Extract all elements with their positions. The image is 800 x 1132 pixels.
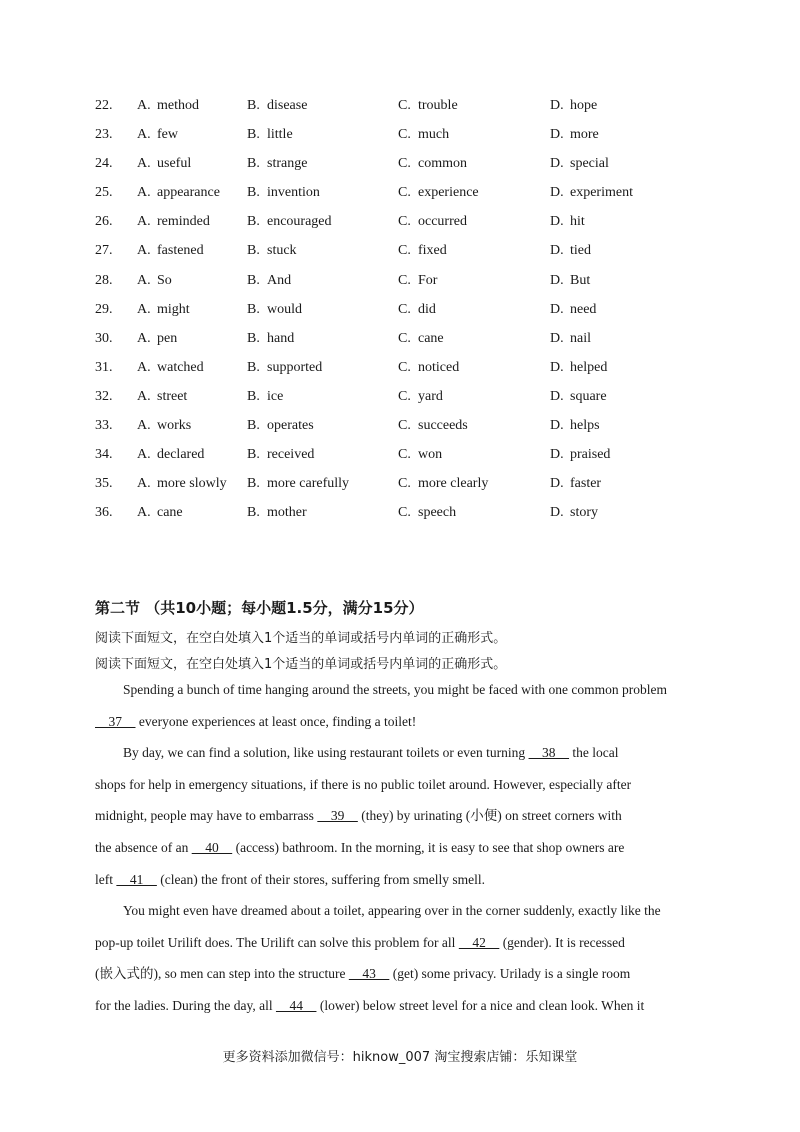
passage-line [95,901,715,933]
option-d[interactable] [550,445,610,465]
option-letter: C. [398,127,411,143]
question-number: 34. [95,447,113,463]
blank-43[interactable]: 43 [348,966,390,982]
option-d[interactable] [550,329,591,349]
option-text: hope [570,98,598,113]
question-number: 26. [95,214,113,230]
question-row [95,154,735,183]
option-letter: C. [398,476,411,492]
passage-line [95,964,715,996]
option-a[interactable] [137,125,178,145]
passage-text: shops for help in emergency situations, if there is no public toilet around. However, especially after [95,776,632,792]
option-a[interactable] [137,271,172,291]
option-letter: A. [137,388,151,404]
option-letter: D. [550,156,564,172]
option-letter: D. [550,185,564,201]
option-letter: B. [247,418,260,434]
option-text: might [157,301,190,317]
passage-line [95,743,715,775]
option-letter: A. [137,214,151,230]
option-text: helped [570,359,608,375]
passage-line [95,806,715,838]
option-letter: B. [247,243,260,259]
option-b[interactable] [247,212,332,232]
footer-note: 更多资料添加微信号：hiknow_007 淘宝搜索店铺：乐知课堂 [222,1050,578,1065]
passage-line [95,870,715,902]
instruction-line: 阅读下面短文，在空白处填入1个适当的单词或括号内单词的正确形式。 [95,657,507,672]
option-letter: B. [247,476,260,492]
passage-text: (clean) the front of their stores, suffering from smelly smell. [156,871,486,887]
option-a[interactable] [137,241,204,261]
option-d[interactable] [550,271,590,291]
option-text: stuck [267,243,297,259]
passage-text: left [95,871,117,887]
option-text: more clearly [418,476,489,492]
passage-line [95,838,715,870]
option-b[interactable] [247,300,302,320]
option-letter: D. [550,272,564,288]
option-text: occurred [418,214,467,230]
option-d[interactable] [550,474,601,494]
option-letter: C. [398,447,411,463]
option-letter: A. [137,243,151,259]
option-text: yard [418,388,443,404]
blank-42[interactable]: 42 [458,934,500,950]
passage-text: the absence of an [95,839,192,855]
option-text: method [157,98,199,113]
option-d[interactable] [550,125,599,145]
option-text: tied [570,243,591,259]
question-number: 35. [95,476,113,492]
option-text: watched [157,359,204,375]
option-text: noticed [418,359,460,375]
option-letter: C. [398,214,411,230]
option-b[interactable] [247,358,322,378]
passage-text: the local [569,745,619,761]
option-text: more [570,127,599,143]
question-row [95,271,735,300]
question-row [95,300,735,329]
option-text: pen [157,330,178,346]
option-letter: B. [247,127,260,143]
question-row [95,387,735,416]
option-letter: C. [398,243,411,259]
option-text: speech [418,505,457,521]
option-text: And [267,272,292,288]
option-text: praised [570,447,611,463]
option-letter: D. [550,243,564,259]
passage-text: (get) some privacy. Urilady is a single room [389,966,631,982]
option-d[interactable] [550,212,585,232]
option-letter: A. [137,98,151,113]
option-text: faster [570,476,602,492]
passage-text: midnight, people may have to embarrass [95,808,318,824]
option-text: special [570,156,609,172]
option-c[interactable] [398,300,436,320]
option-b[interactable] [247,154,307,174]
question-number: 27. [95,243,113,259]
option-a[interactable] [137,358,204,378]
option-b[interactable] [247,125,293,145]
option-c[interactable] [398,212,467,232]
instruction-line: 阅读下面短文，在空白处填入1个适当的单词或括号内单词的正确形式。 [95,631,507,646]
option-d[interactable] [550,416,600,436]
option-letter: D. [550,476,564,492]
question-row [95,183,735,212]
option-c[interactable] [398,445,442,465]
passage-line [95,933,715,965]
passage-line [95,712,715,744]
option-c[interactable] [398,183,479,203]
question-number: 28. [95,272,113,288]
option-c[interactable] [398,358,459,378]
option-letter: A. [137,418,151,434]
option-b[interactable] [247,241,297,261]
option-text: much [418,127,450,143]
passage-text: (gender). It is recessed [499,934,625,950]
option-letter: D. [550,447,564,463]
question-number: 33. [95,418,113,434]
option-text: hand [267,330,295,346]
option-a[interactable] [137,416,191,436]
option-a[interactable] [137,300,190,320]
option-text: street [157,388,188,404]
question-row [95,241,735,270]
passage [95,680,715,1028]
option-text: useful [157,156,192,172]
question-row [95,125,735,154]
option-a[interactable] [137,445,204,465]
option-a[interactable] [137,96,199,116]
passage-text: (access) bathroom. In the morning, it is easy to see that shop owners are [232,839,625,855]
option-text: square [570,388,607,404]
option-b[interactable] [247,445,314,465]
option-letter: D. [550,127,564,143]
option-c[interactable] [398,387,443,407]
question-number: 30. [95,330,113,346]
option-text: strange [267,156,308,172]
blank-41[interactable]: 41 [116,871,157,887]
option-letter: D. [550,418,564,434]
option-text: cane [157,505,183,521]
question-number: 32. [95,388,113,404]
option-letter: A. [137,359,151,375]
passage-text: (they) by urinating (小便) on street corners with [357,808,622,824]
option-b[interactable] [247,503,307,523]
option-letter: C. [398,418,411,434]
option-text: experiment [570,185,633,201]
option-letter: D. [550,388,564,404]
option-letter: A. [137,272,151,288]
option-letter: B. [247,505,260,521]
question-row [95,358,735,387]
option-a[interactable] [137,329,177,349]
option-a[interactable] [137,474,227,494]
option-text: few [157,127,178,143]
option-b[interactable] [247,96,307,116]
option-a[interactable] [137,387,187,407]
option-text: reminded [157,214,210,230]
option-text: little [267,127,293,143]
option-letter: C. [398,156,411,172]
option-letter: A. [137,447,151,463]
question-number: 24. [95,156,113,172]
question-number: 29. [95,301,113,317]
option-text: succeeds [418,418,468,434]
option-b[interactable] [247,329,294,349]
option-text: operates [267,418,314,434]
option-text: cane [418,330,444,346]
option-text: won [418,447,443,463]
option-text: works [157,418,192,434]
option-letter: B. [247,156,260,172]
option-d[interactable] [550,96,597,116]
option-letter: B. [247,330,260,346]
blank-37[interactable]: 37 [95,713,136,729]
option-letter: C. [398,301,411,317]
option-text: need [570,301,597,317]
option-letter: A. [137,185,151,201]
option-text: mother [267,505,307,521]
passage-text: Spending a bunch of time hanging around the streets, you might be faced with one common problem [123,682,668,697]
passage-text: for the ladies. During the day, all [95,997,276,1013]
option-text: ice [267,388,284,404]
question-row [95,503,735,532]
option-text: hit [570,214,585,230]
option-text: fastened [157,243,204,259]
option-letter: B. [247,185,260,201]
option-text: story [570,505,598,521]
option-letter: C. [398,330,411,346]
blank-40[interactable]: 40 [191,839,233,855]
options-table [95,96,735,532]
option-b[interactable] [247,416,314,436]
option-d[interactable] [550,300,596,320]
question-row [95,212,735,241]
option-d[interactable] [550,154,609,174]
passage-text: You might even have dreamed about a toilet, appearing over in the corner suddenly, exactly like the [123,903,661,919]
option-b[interactable] [247,271,291,291]
question-row [95,96,735,125]
passage-line [95,680,715,712]
passage-text: pop-up toilet Urilift does. The Urilift can solve this problem for all [95,934,459,950]
option-c[interactable] [398,154,467,174]
option-letter: D. [550,98,564,113]
option-a[interactable] [137,183,220,203]
option-text: encouraged [267,214,332,230]
passage-text: (lower) below street level for a nice and clean look. When it [316,997,645,1013]
option-text: would [267,301,302,317]
option-letter: C. [398,505,411,521]
option-letter: D. [550,301,564,317]
option-text: common [418,156,467,172]
option-letter: C. [398,388,411,404]
option-letter: B. [247,98,260,113]
option-a[interactable] [137,154,191,174]
option-text: disease [267,98,308,113]
option-text: nail [570,330,591,346]
question-number: 31. [95,359,113,375]
option-letter: A. [137,127,151,143]
option-text: declared [157,447,205,463]
option-letter: D. [550,359,564,375]
option-text: more slowly [157,476,227,492]
question-row [95,329,735,358]
option-letter: C. [398,98,411,113]
option-letter: A. [137,330,151,346]
passage-line [95,775,715,807]
option-text: more carefully [267,476,350,492]
option-letter: B. [247,447,260,463]
passage-line [95,996,715,1028]
blank-44[interactable]: 44 [275,997,317,1013]
option-b[interactable] [247,183,320,203]
option-letter: D. [550,214,564,230]
option-d[interactable] [550,241,591,261]
option-c[interactable] [398,474,488,494]
question-row [95,474,735,503]
option-letter: D. [550,330,564,346]
option-letter: A. [137,301,151,317]
option-d[interactable] [550,183,633,203]
option-letter: B. [247,301,260,317]
section-title: 第二节 （共10小题；每小题1.5分，满分15分） [95,599,424,617]
option-text: did [418,301,436,317]
option-letter: C. [398,185,411,201]
option-c[interactable] [398,241,447,261]
option-text: invention [267,185,320,201]
option-text: experience [418,185,479,201]
passage-text: By day, we can find a solution, like using restaurant toilets or even turning [123,745,529,761]
option-b[interactable] [247,474,349,494]
question-row [95,445,735,474]
passage-text: everyone experiences at least once, finding a toilet! [135,713,417,729]
option-c[interactable] [398,416,468,436]
option-c[interactable] [398,503,456,523]
option-letter: B. [247,388,260,404]
option-a[interactable] [137,212,210,232]
option-d[interactable] [550,358,607,378]
question-number: 22. [95,98,113,113]
option-letter: B. [247,214,260,230]
question-row [95,416,735,445]
option-text: helps [570,418,600,434]
option-letter: A. [137,505,151,521]
option-letter: B. [247,359,260,375]
question-number: 23. [95,127,113,143]
option-letter: C. [398,272,411,288]
option-a[interactable] [137,503,183,523]
option-c[interactable] [398,125,449,145]
option-c[interactable] [398,96,458,116]
option-text: For [418,272,438,288]
blank-38[interactable]: 38 [528,745,570,761]
option-letter: D. [550,505,564,521]
option-c[interactable] [398,329,444,349]
passage-text: (嵌入式的), so men can step into the structure [95,966,349,982]
option-letter: A. [137,156,151,172]
option-text: So [157,272,172,288]
option-letter: C. [398,359,411,375]
option-b[interactable] [247,387,283,407]
option-text: But [570,272,591,288]
question-number: 36. [95,505,113,521]
option-d[interactable] [550,387,607,407]
option-text: supported [267,359,323,375]
option-c[interactable] [398,271,437,291]
blank-39[interactable]: 39 [317,808,358,824]
option-text: appearance [157,185,220,201]
option-text: trouble [418,98,458,113]
question-number: 25. [95,185,113,201]
option-letter: A. [137,476,151,492]
option-letter: B. [247,272,260,288]
option-d[interactable] [550,503,598,523]
option-text: received [267,447,315,463]
option-text: fixed [418,243,447,259]
